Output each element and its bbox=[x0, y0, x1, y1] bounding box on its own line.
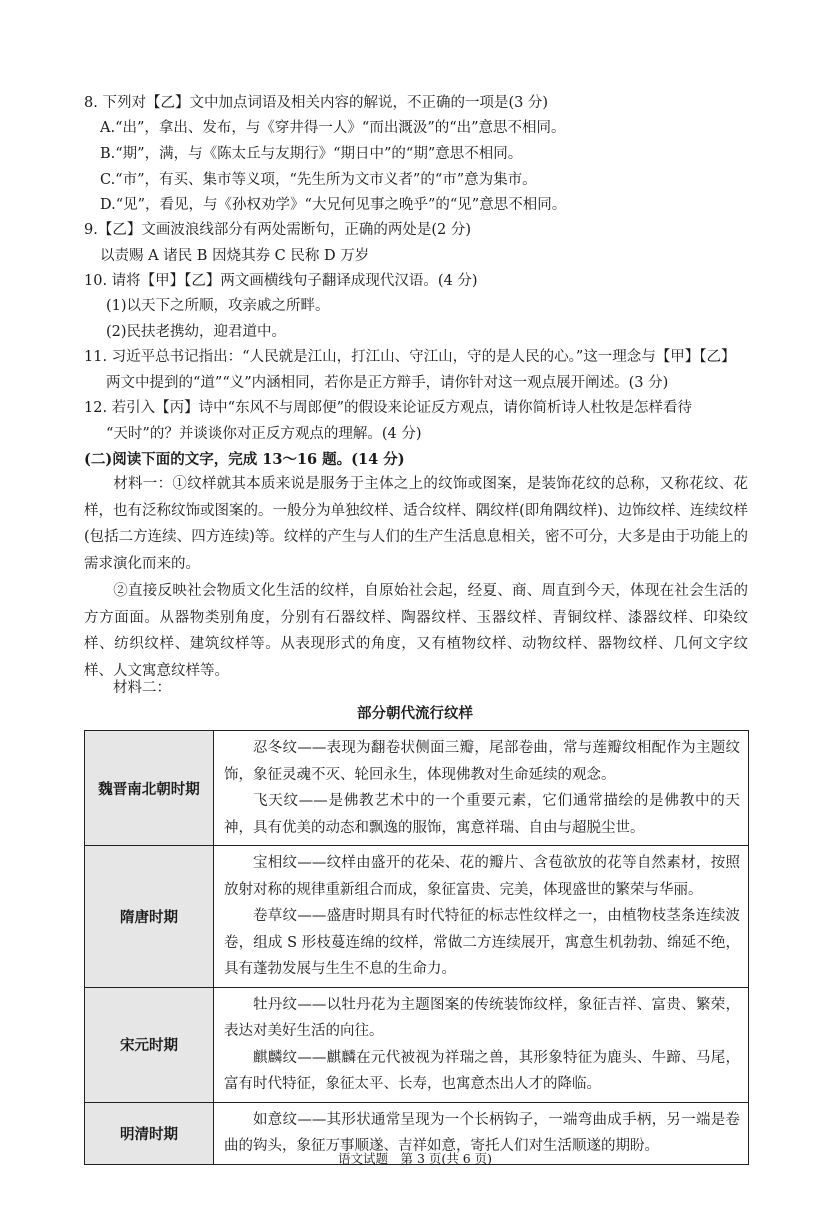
question-8-option-c: C.“市”，有买、集市等义项，“先生所为文市义者”的“市”意为集市。 bbox=[100, 172, 537, 188]
question-12-line-1: 12. 若引入【丙】诗中“东风不与周郎便”的假设来论证反方观点，请你简析诗人杜牧是怎样看待 bbox=[84, 400, 692, 416]
question-8-option-b: B.“期”，满，与《陈太丘与友期行》“期日中”的“期”意思不相同。 bbox=[100, 146, 523, 162]
description-cell bbox=[214, 846, 749, 988]
ornament-table bbox=[84, 730, 749, 1165]
description-cell bbox=[214, 987, 749, 1102]
question-10-sentence-1: (1)以天下之所顺，攻亲戚之所畔。 bbox=[106, 298, 330, 314]
question-9-text: 以责赐 A 诸民 B 因烧其券 C 民称 D 万岁 bbox=[100, 248, 370, 264]
material-1-paragraph-1 bbox=[84, 471, 748, 577]
table-row bbox=[85, 731, 749, 846]
material-1-paragraph-2-text: ②直接反映社会物质文化生活的纹样，自原始社会起，经夏、商、周直到今天，体现在社会生活的方方面面。从器物类别角度，分别有石器纹样、陶器纹样、玉器纹样、青铜纹样、漆器纹样、印染纹样、纺织纹样、建筑纹样等。从表现形式的角度，又有植物纹样、动物纹样、器物纹样、几何文字纹样、人文寓意纹样等。 bbox=[84, 583, 748, 679]
question-8-stem: 8. 下列对【乙】文中加点词语及相关内容的解说，不正确的一项是(3 分) bbox=[84, 95, 549, 111]
table-row bbox=[85, 846, 749, 988]
pattern-description: 牡丹纹——以牡丹花为主题图案的传统装饰纹样，象征吉祥、富贵、繁荣，表达对美好生活的向往。 bbox=[224, 996, 740, 1039]
question-10-stem: 10. 请将【甲】【乙】两文画横线句子翻译成现代汉语。(4 分) bbox=[84, 273, 478, 289]
question-11-line-2: 两文中提到的“道”“义”内涵相同，若你是正方辩手，请你针对这一观点展开阐述。(3 分) bbox=[106, 375, 669, 391]
material-1-paragraph-1-text: 材料一：①纹样就其本质来说是服务于主体之上的纹饰或图案，是装饰花纹的总称，又称花纹、花样，也有泛称纹饰或图案的。一般分为单独纹样、适合纹样、隅纹样(即角隅纹样)、边饰纹样、连续纹样(包括二方连续、四方连续)等。纹样的产生与人们的生产生活息息相关，密不可分，大多是由于功能上的需求演化而来的。 bbox=[84, 476, 748, 572]
pattern-description: 飞天纹——是佛教艺术中的一个重要元素，它们通常描绘的是佛教中的天神，具有优美的动态和飘逸的服饰，寓意祥瑞、自由与超脱尘世。 bbox=[224, 793, 740, 836]
question-10-sentence-2: (2)民扶老携幼，迎君道中。 bbox=[106, 324, 287, 340]
pattern-description: 麒麟纹——麒麟在元代被视为祥瑞之兽，其形象特征为鹿头、牛蹄、马尾，富有时代特征，象征太平、长寿，也寓意杰出人才的降临。 bbox=[224, 1049, 740, 1092]
period-cell: 明清时期 bbox=[85, 1102, 214, 1164]
description-cell bbox=[214, 731, 749, 846]
question-8-option-a: A.“出”，拿出、发布，与《穿井得一人》“而出溉汲”的“出”意思不相同。 bbox=[100, 120, 566, 136]
section-2-heading: (二)阅读下面的文字，完成 13～16 题。(14 分) bbox=[84, 451, 405, 468]
material-1-paragraph-2 bbox=[84, 578, 748, 684]
material-2-label: 材料二： bbox=[113, 680, 171, 696]
question-11-line-1: 11. 习近平总书记指出：“人民就是江山，打江山、守江山，守的是人民的心。”这一理念与【甲】【乙】 bbox=[84, 349, 736, 365]
period-cell: 隋唐时期 bbox=[85, 846, 214, 988]
question-12-line-2: “天时”的？并谈谈你对正反方观点的理解。(4 分) bbox=[106, 426, 422, 442]
pattern-description: 如意纹——其形状通常呈现为一个长柄钩子，一端弯曲成手柄，另一端是卷曲的钩头，象征万事顺遂、吉祥如意，寄托人们对生活顺遂的期盼。 bbox=[224, 1111, 740, 1154]
page-footer: 语文试题 第 3 页(共 6 页) bbox=[337, 1151, 493, 1166]
table-title: 部分朝代流行纹样 bbox=[357, 706, 473, 722]
table-row bbox=[85, 987, 749, 1102]
pattern-description: 卷草纹——盛唐时期具有时代特征的标志性纹样之一，由植物枝茎条连续波卷，组成 S 形枝蔓连绵的纹样，常做二方连续展开，寓意生机勃勃、绵延不绝，具有蓬勃发展与生生不息的生命力。 bbox=[224, 908, 740, 977]
period-cell: 宋元时期 bbox=[85, 987, 214, 1102]
question-8-option-d: D.“见”，看见，与《孙权劝学》“大兄何见事之晚乎”的“见”意思不相同。 bbox=[100, 197, 567, 213]
pattern-description: 忍冬纹——表现为翻卷状侧面三瓣，尾部卷曲，常与莲瓣纹相配作为主题纹饰，象征灵魂不灭、轮回永生，体现佛教对生命延续的观念。 bbox=[224, 740, 740, 783]
pattern-description: 宝相纹——纹样由盛开的花朵、花的瓣片、含苞欲放的花等自然素材，按照放射对称的规律重新组合而成，象征富贵、完美，体现盛世的繁荣与华丽。 bbox=[224, 855, 740, 898]
period-cell: 魏晋南北朝时期 bbox=[85, 731, 214, 846]
question-9-stem: 9.【乙】文画波浪线部分有两处需断句，正确的两处是(2 分) bbox=[84, 222, 471, 238]
